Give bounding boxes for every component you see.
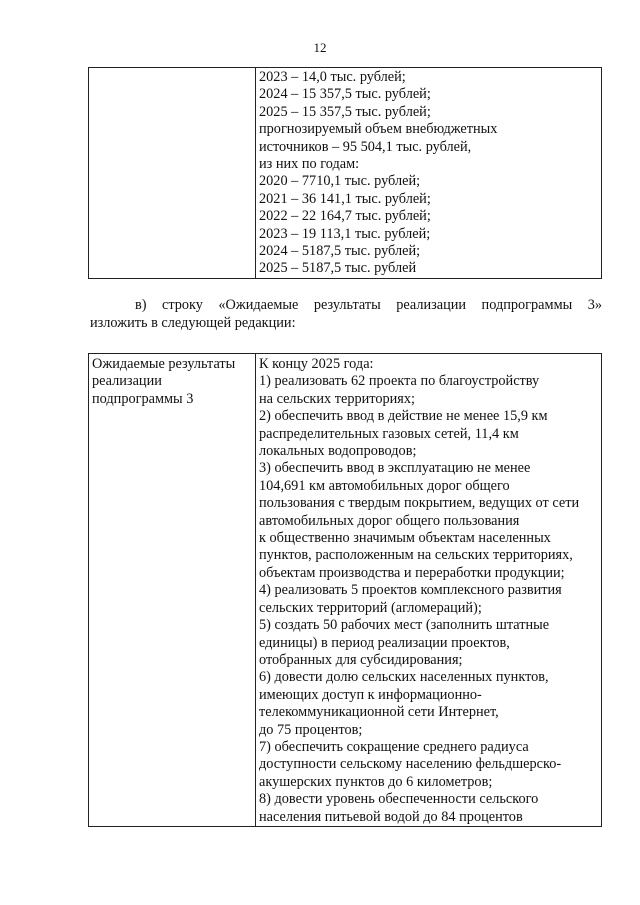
text-line: пунктов, расположенным на сельских территориях, [259, 547, 573, 564]
text-line: прогнозируемый объем внебюджетных [259, 121, 498, 138]
expected-results-table [88, 353, 602, 827]
text-line: 2025 – 5187,5 тыс. рублей [259, 260, 417, 277]
text-line: 2022 – 22 164,7 тыс. рублей; [259, 208, 431, 225]
text-line: единицы) в период реализации проектов, [259, 634, 510, 651]
text-line: локальных водопроводов; [259, 443, 417, 460]
text-line: акушерских пунктов до 6 километров; [259, 773, 493, 790]
paragraph-line-2: изложить в следующей редакции: [90, 315, 296, 331]
text-line: автомобильных дорог общего пользования [259, 512, 520, 529]
label-line: подпрограммы 3 [92, 390, 194, 407]
text-line: 5) создать 50 рабочих мест (заполнить штатные [259, 617, 550, 634]
text-line: 8) довести уровень обеспеченности сельского [259, 791, 539, 808]
label-line: Ожидаемые результаты [92, 356, 236, 372]
text-line: доступности сельскому населению фельдшерско- [259, 756, 562, 773]
table-cell-funding-values [256, 68, 602, 279]
text-line: 2020 – 7710,1 тыс. рублей; [259, 173, 421, 190]
text-line: 2) обеспечить ввод в действие не менее 15,9 км [259, 408, 548, 425]
text-line: 2024 – 5187,5 тыс. рублей; [259, 243, 421, 260]
text-line: 6) довести долю сельских населенных пунктов, [259, 669, 549, 686]
text-line: сельских территорий (агломераций); [259, 599, 482, 616]
text-line: объектам производства и переработки продукции; [259, 564, 565, 581]
text-line: имеющих доступ к информационно- [259, 686, 482, 703]
text-line: 3) обеспечить ввод в эксплуатацию не менее [259, 460, 531, 477]
table-row [89, 354, 602, 827]
text-line: из них по годам: [259, 156, 360, 173]
text-line: пользования с твердым покрытием, ведущих от сети [259, 495, 580, 512]
text-line: 2021 – 36 141,1 тыс. рублей; [259, 190, 431, 207]
table-cell-label [89, 354, 256, 827]
text-line: населения питьевой водой до 84 процентов [259, 808, 523, 825]
text-line: 2025 – 15 357,5 тыс. рублей; [259, 103, 431, 120]
text-line: источников – 95 504,1 тыс. рублей, [259, 138, 472, 155]
page-number: 12 [313, 40, 327, 55]
paragraph-line-1: в) строку «Ожидаемые результаты реализации подпрограммы 3» [135, 297, 602, 313]
table-cell-label [89, 68, 256, 279]
text-line: 7) обеспечить сокращение среднего радиуса [259, 738, 529, 755]
table-row [89, 68, 602, 279]
funding-table [88, 67, 602, 279]
text-line: 2023 – 19 113,1 тыс. рублей; [259, 225, 431, 242]
text-line: к общественно значимым объектам населенных [259, 530, 551, 547]
text-line: распределительных газовых сетей, 11,4 км [259, 425, 519, 442]
table-cell-expected-results [256, 354, 602, 827]
text-line: 4) реализовать 5 проектов комплексного развития [259, 582, 562, 599]
text-line: 2023 – 14,0 тыс. рублей; [259, 69, 406, 85]
text-line: К концу 2025 года: [259, 356, 374, 372]
text-line: 1) реализовать 62 проекта по благоустройству [259, 373, 540, 390]
text-line: до 75 процентов; [259, 721, 363, 738]
text-line: на сельских территориях; [259, 390, 416, 407]
text-line: 2024 – 15 357,5 тыс. рублей; [259, 86, 431, 103]
text-line: 104,691 км автомобильных дорог общего [259, 477, 510, 494]
text-line: телекоммуникационной сети Интернет, [259, 704, 499, 721]
text-line: отобранных для субсидирования; [259, 651, 463, 668]
label-line: реализации [92, 373, 162, 390]
